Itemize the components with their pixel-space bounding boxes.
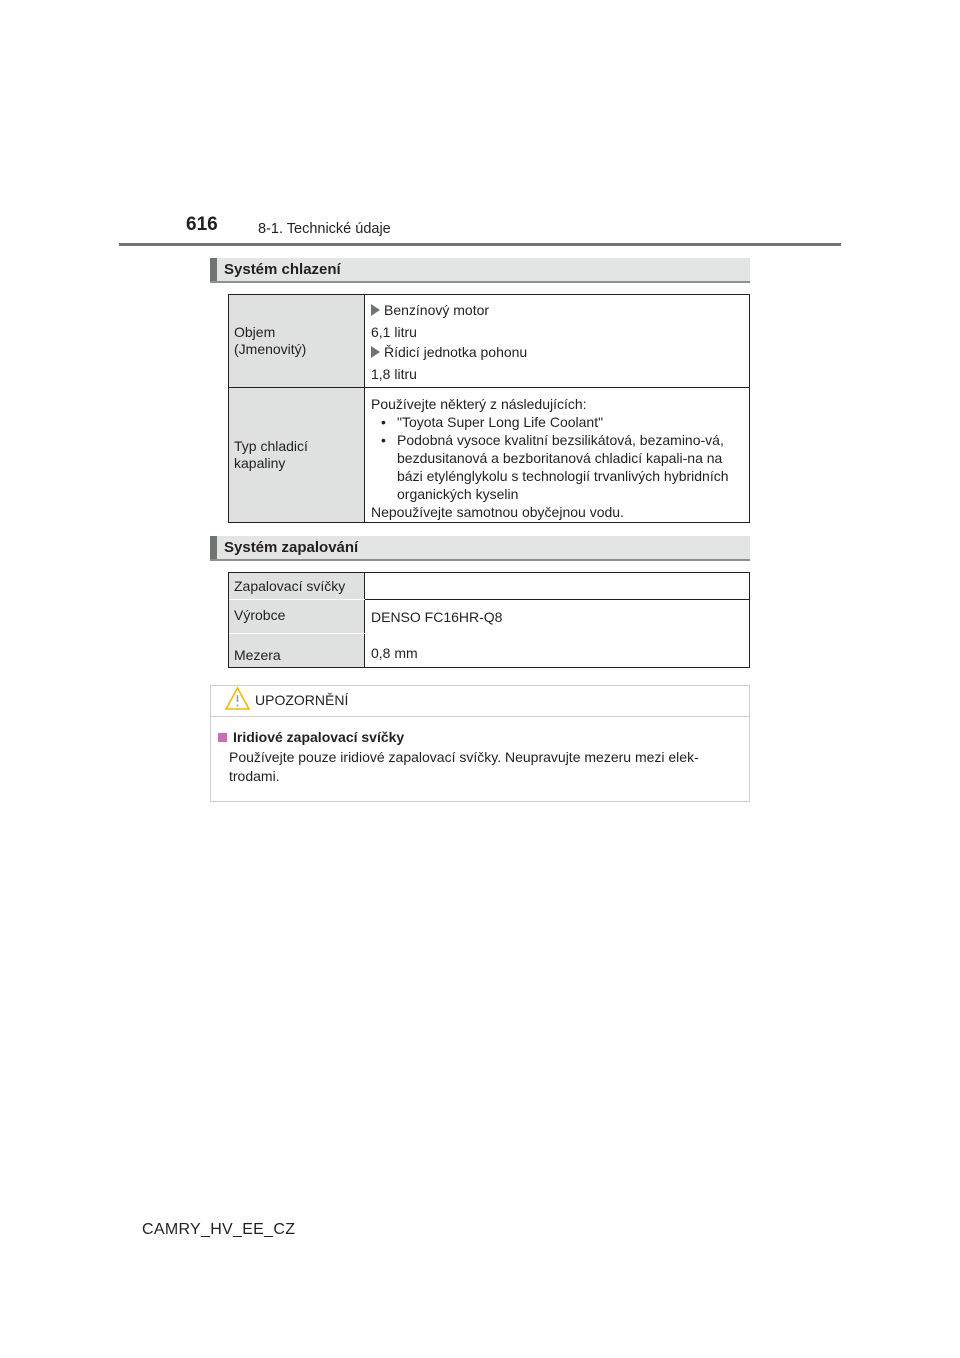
header-rule	[119, 243, 841, 246]
page-number: 616	[186, 214, 218, 235]
maker-value: DENSO FC16HR-Q8	[371, 609, 503, 625]
cooling-section-title: Systém chlazení	[224, 261, 341, 278]
ignition-table	[228, 572, 750, 668]
ignition-values	[365, 573, 749, 667]
coolant-item-2-text: Podobná vysoce kvalitní bezsilikátová, bezamino-vá, bezdusitanová a bezboritanová chladicí kapali-na na bázi etylénglykolu s technologií trvanlivých hybridních organických kyselin	[397, 432, 729, 502]
caution-box	[210, 685, 750, 802]
plugs-label: Zapalovací svíčky	[234, 578, 346, 594]
footer-code: CAMRY_HV_EE_CZ	[142, 1221, 296, 1238]
section-accent	[210, 258, 217, 281]
coolant-value	[365, 388, 749, 522]
coolant-item	[371, 413, 743, 431]
gap-label: Mezera	[234, 647, 281, 663]
volume-label	[229, 295, 365, 387]
warning-triangle-icon	[224, 686, 251, 711]
square-bullet-icon	[218, 733, 227, 742]
caution-text: Používejte pouze iridiové zapalovací svíčky. Neupravujte mezeru mezi elek-trodami.	[229, 749, 699, 784]
cell-divider	[229, 599, 365, 600]
cell-divider	[365, 599, 749, 600]
engine-label: Benzínový motor	[384, 302, 490, 318]
gap-value: 0,8 mm	[371, 645, 418, 661]
coolant-label-text: Typ chladicí kapaliny	[234, 438, 308, 471]
section-accent	[210, 536, 217, 559]
coolant-note: Nepoužívejte samotnou obyčejnou vodu.	[371, 504, 624, 520]
ignition-labels	[229, 573, 365, 667]
coolant-item-1-text: "Toyota Super Long Life Coolant"	[397, 414, 604, 430]
engine-line	[371, 301, 743, 319]
caution-title: UPOZORNĚNÍ	[255, 692, 349, 708]
section-header: 8-1. Technické údaje	[258, 221, 391, 237]
pcu-label: Řídicí jednotka pohonu	[384, 344, 528, 360]
caution-subtitle	[218, 729, 404, 745]
caution-subtitle-text: Iridiové zapalovací svíčky	[233, 729, 405, 745]
coolant-intro: Používejte některý z následujících:	[371, 396, 587, 412]
coolant-label	[229, 388, 365, 522]
arrow-icon	[371, 304, 380, 316]
pcu-value: 1,8 litru	[371, 366, 417, 382]
pcu-line	[371, 343, 743, 361]
coolant-row	[229, 388, 749, 522]
ignition-section-title: Systém zapalování	[224, 539, 359, 556]
cooling-section-bar	[210, 258, 750, 283]
engine-value: 6,1 litru	[371, 324, 417, 340]
maker-label: Výrobce	[234, 607, 286, 623]
volume-label-text: Objem (Jmenovitý)	[234, 324, 307, 357]
bullet-dot: •	[381, 414, 386, 430]
cell-divider	[229, 633, 365, 634]
volume-row	[229, 295, 749, 388]
arrow-icon	[371, 346, 380, 358]
bullet-dot: •	[381, 432, 386, 448]
caution-header	[211, 686, 749, 717]
volume-value	[365, 295, 749, 387]
cooling-table	[228, 294, 750, 523]
ignition-section-bar	[210, 536, 750, 561]
coolant-item	[371, 431, 743, 503]
